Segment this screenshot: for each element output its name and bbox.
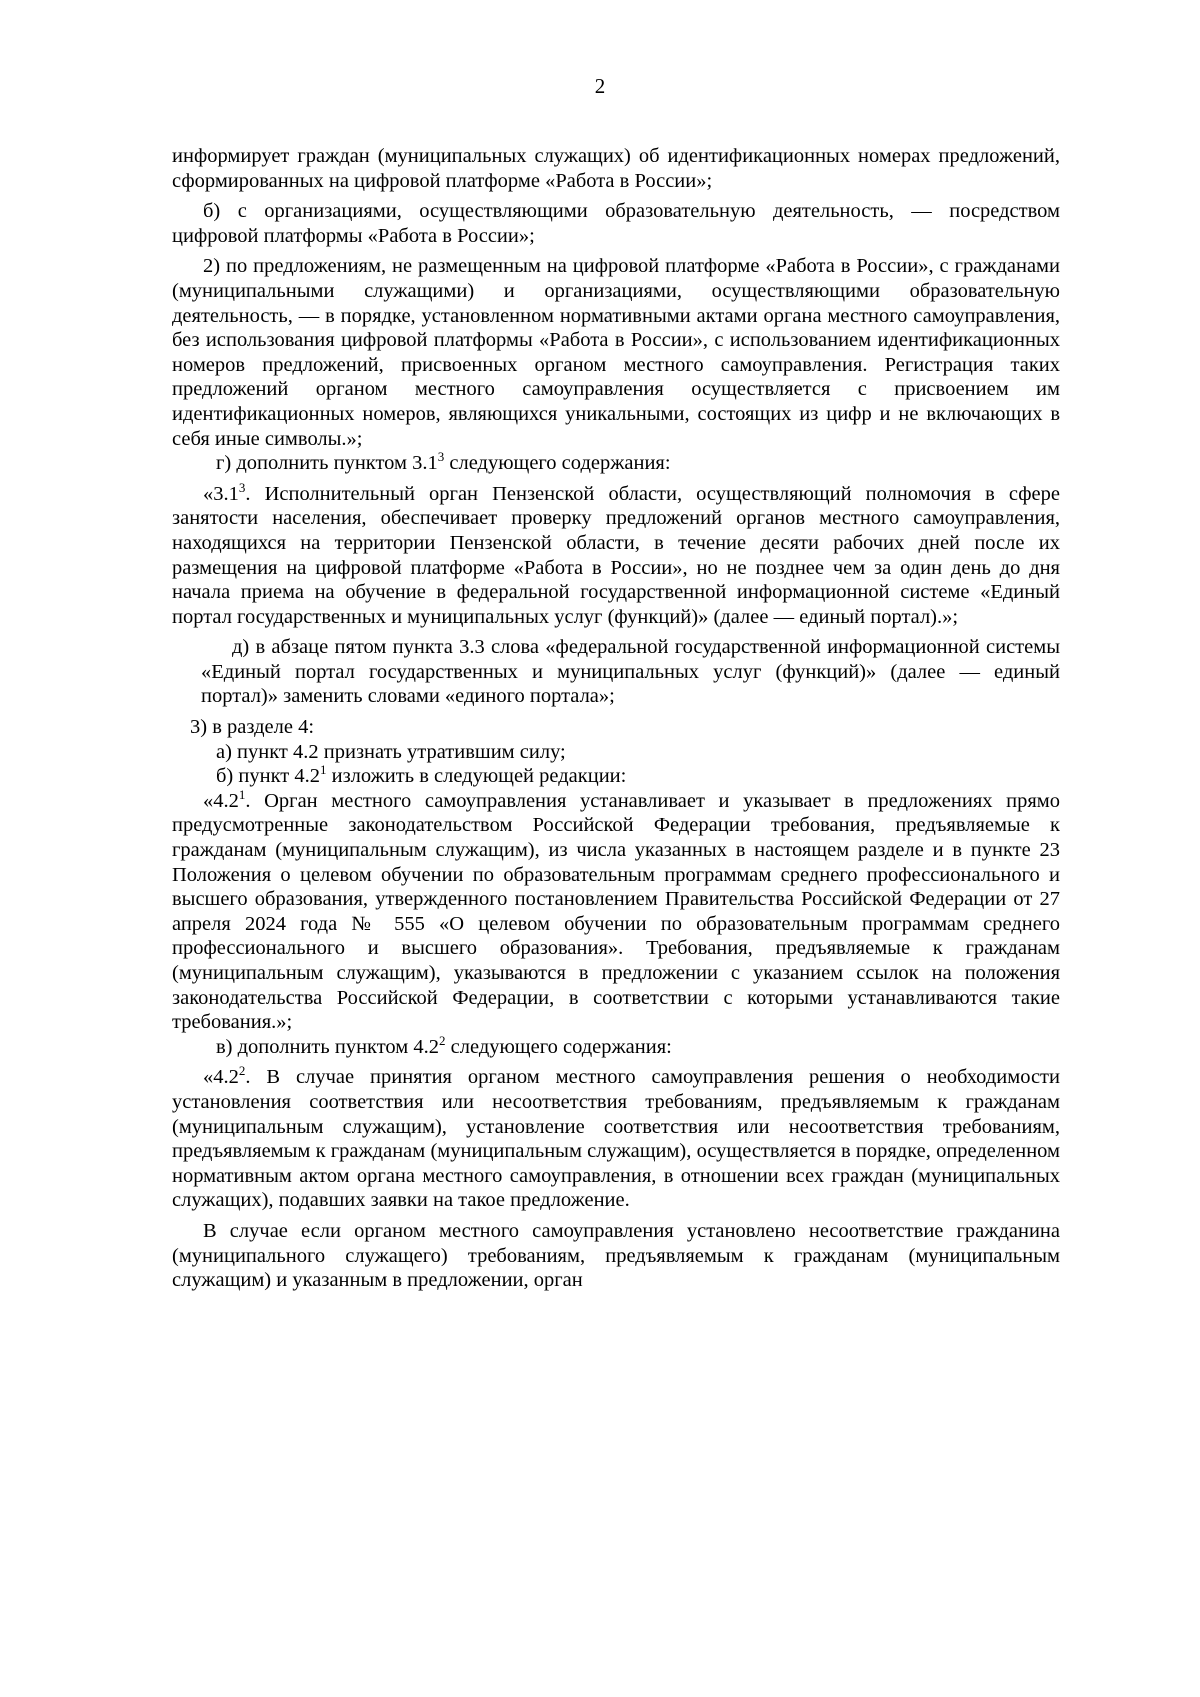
superscript: 3 — [437, 449, 445, 465]
superscript: 1 — [238, 787, 246, 803]
paragraph-item-d: д) в абзаце пятом пункта 3.3 слова «федеральной государственной информационной системы «Единый портал государственных и муниципальных услуг (функций)» (далее — единый портал)» заменить словами «единого портала»; — [201, 636, 1060, 708]
document-body — [172, 144, 1060, 1293]
superscript: 2 — [238, 1063, 246, 1079]
text-segment: в) дополнить пунктом 4.2 — [216, 1035, 440, 1058]
text-segment: изложить в следующей редакции: — [326, 765, 627, 788]
text-segment: следующего содержания: — [445, 1035, 672, 1058]
paragraph-item-b: б) с организациями, осуществляющими образовательную деятельность, — посредством цифровой платформы «Работа в России»; — [172, 200, 1060, 247]
paragraph-clause-4-2-1 — [172, 789, 1060, 1035]
superscript: 1 — [319, 762, 327, 778]
text-segment: «4.2 — [203, 789, 239, 812]
text-segment: следующего содержания: — [444, 452, 671, 475]
text-segment: г) дополнить пунктом 3.1 — [216, 452, 438, 475]
text-segment: «4.2 — [203, 1066, 239, 1089]
paragraph-item-v — [172, 1032, 1060, 1060]
paragraph-continuation: информирует граждан (муниципальных служащих) об идентификационных номерах предложений, сформированных на цифровой платформе «Работа в России»; — [172, 145, 1060, 192]
superscript: 3 — [238, 479, 246, 495]
page-number: 2 — [594, 74, 606, 98]
paragraph-item-3: 3) в разделе 4: — [190, 716, 315, 739]
text-segment: «3.1 — [203, 482, 239, 505]
text-segment: . В случае принятия органом местного самоуправления решения о необходимости установления соответствия или несоответствия требованиям, предъявляемым к гражданам (муниципальным служащим), установление соответствия или несоответствия требованиям, предъявляемым к гражданам (муниципальным служащим), осуществляется в порядке, определенном нормативным актом органа местного самоуправления, в отношении всех граждан (муниципальных служащих), подавших заявки на такое предложение. — [172, 1066, 1060, 1212]
paragraph-clause-3-1-3 — [172, 479, 1060, 630]
paragraph-item-a: а) пункт 4.2 признать утратившим силу; — [216, 740, 566, 763]
text-segment: . Орган местного самоуправления устанавливает и указывает в предложениях прямо предусмотренные законодательством Российской Федерации требования, предъявляемые к гражданам (муниципальным служащим), из числа указанных в настоящем разделе и в пункте 23 Положения о целевом обучении по образовательным программам среднего профессионального и высшего образования, утвержденного постановлением Правительства Российской Федерации от 27 апреля 2024 года № 555 «О целевом обучении по образовательным программам среднего профессионального и высшего образования». Требования, предъявляемые к гражданам (муниципальным служащим), указываются в предложении с указанием ссылок на положения законодательства Российской Федерации, в соответствии с которыми устанавливаются такие требования.»; — [172, 789, 1060, 1034]
paragraph-noncompliance: В случае если органом местного самоуправления установлено несоответствие гражданина (муниципального служащего) требованиям, предъявляемым к гражданам (муниципальным служащим) и указанным в предложении, орган — [172, 1219, 1060, 1292]
text-segment: . Исполнительный орган Пензенской области, осуществляющий полномочия в сфере занятости населения, обеспечивает проверку предложений органов местного самоуправления, находящихся на территории Пензенской области, в течение десяти рабочих дней после их размещения на цифровой платформе «Работа в России», но не позднее чем за один день до дня начала приема на обучение в федеральной государственной информационной системе «Единый портал государственных и муниципальных услуг (функций)» (далее — единый портал).»; — [172, 482, 1060, 628]
superscript: 2 — [439, 1032, 446, 1048]
paragraph-item-g — [172, 451, 1060, 476]
paragraph-clause-4-2-2 — [172, 1065, 1060, 1213]
text-segment: б) пункт 4.2 — [216, 765, 320, 788]
paragraph-item-b-4 — [172, 764, 1060, 789]
paragraph-item-2: 2) по предложениям, не размещенным на цифровой платформе «Работа в России», с гражданами (муниципальными служащими) и организациями, осуществляющими образовательную деятельность, — в порядке, установленном нормативными актами органа местного самоуправления, без использования цифровой платформы «Работа в России», с использованием идентификационных номеров предложений, присвоенных органом местного самоуправления. Регистрация таких предложений органом местного самоуправления осуществляется с присвоением им идентификационных номеров, являющихся уникальными, состоящих из цифр и не включающих в себя иные символы.»; — [172, 255, 1060, 450]
